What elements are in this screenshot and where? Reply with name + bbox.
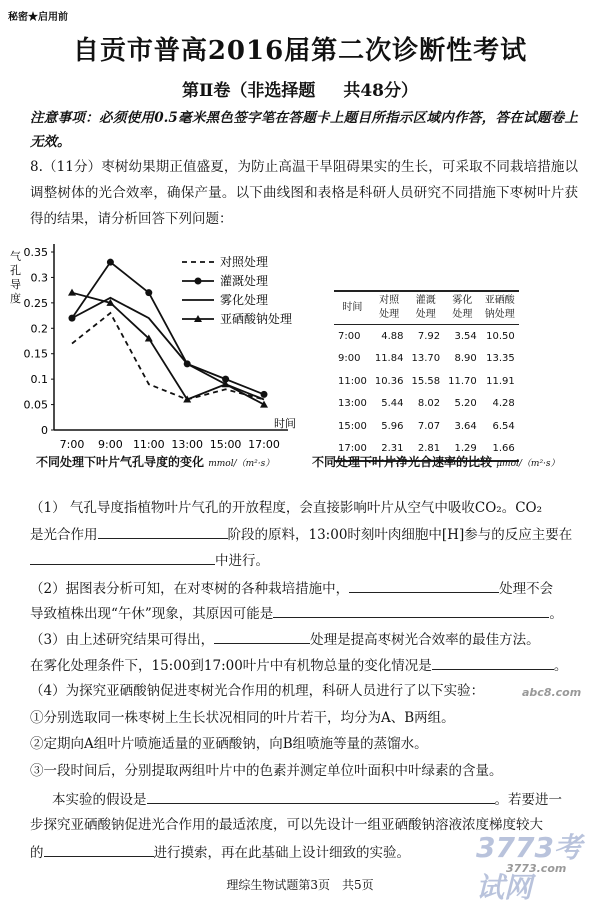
confidential-mark: 秘密★启用前 <box>8 12 68 23</box>
x-tick-label: 13:00 <box>171 438 204 451</box>
q3-line-b <box>30 655 580 676</box>
chart-caption-text: 不同处理下叶片气孔导度的变化 <box>36 455 205 469</box>
data-point <box>261 391 268 398</box>
table-cell: 7:00 <box>338 330 361 342</box>
q1-blank-2[interactable] <box>30 550 215 565</box>
data-point <box>145 289 152 296</box>
header-line: 处理 <box>415 309 436 320</box>
q1-text-b1: 是光合作用 <box>30 527 98 543</box>
y-tick-label: 0.15 <box>23 347 48 361</box>
q4-step-2: ②定期向A组叶片喷施适量的亚硒酸钠，向B组喷施等量的蒸馏水。 <box>30 736 428 752</box>
table-cell: 11.70 <box>448 375 477 387</box>
question-8-stem <box>30 154 578 232</box>
legend-label: 灌溉处理 <box>220 274 269 288</box>
volume-score: 共48分） <box>343 81 418 101</box>
photosynthesis-rate-table <box>334 290 519 462</box>
legend-label: 亚硒酸钠处理 <box>220 312 293 326</box>
q2-line-a <box>30 578 580 599</box>
q2-blank-1[interactable] <box>349 578 499 593</box>
x-tick-label: 17:00 <box>248 438 280 451</box>
watermark-url: 3773.com <box>506 862 567 875</box>
table-cell: 3.54 <box>454 330 477 342</box>
q1-line-b <box>30 524 580 545</box>
chart-svg <box>4 232 316 472</box>
watermark-small: abc8.com <box>522 686 582 699</box>
table-cell: 11:00 <box>338 375 367 387</box>
table-cell: 2.81 <box>417 443 441 455</box>
table-row <box>334 370 519 393</box>
y-tick-label: 0.1 <box>30 373 48 387</box>
page-footer: 理综生物试题第3页 共5页 <box>226 878 374 892</box>
table-cell: 7.92 <box>417 330 441 342</box>
table-cell: 11.91 <box>486 375 515 387</box>
data-point <box>68 289 76 296</box>
table-row <box>334 325 519 348</box>
q2-text-a2: 处理不会 <box>499 581 554 597</box>
x-tick-label: 15:00 <box>209 438 242 451</box>
table-cell: 1.29 <box>454 443 477 455</box>
q4-blank-1[interactable] <box>147 789 495 804</box>
y-axis-label-char: 气 <box>10 250 21 263</box>
y-tick-label: 0.25 <box>23 296 48 310</box>
table-cell: 3.64 <box>454 420 477 432</box>
legend-marker <box>195 278 202 285</box>
table-cell: 13.35 <box>486 353 515 365</box>
volume-label: 第Ⅱ卷（非选择题 <box>182 81 316 101</box>
x-axis-label: 时间 <box>274 417 296 430</box>
header-line: 灌溉 <box>415 295 436 306</box>
table-cell: 8.02 <box>417 398 441 410</box>
table-row <box>334 348 519 371</box>
table-cell: 15:00 <box>338 420 367 432</box>
q1-line-c <box>30 550 580 571</box>
table-cell: 4.88 <box>381 330 404 342</box>
q2-end: 。 <box>549 606 563 622</box>
y-tick-label: 0.2 <box>30 322 48 336</box>
table-cell: 10.36 <box>374 375 404 387</box>
y-tick-label: 0.05 <box>23 398 48 412</box>
q4-text-hyp2: 。若要进一 <box>494 792 562 808</box>
table-cell: 17:00 <box>338 443 367 455</box>
table-cell: 8.90 <box>454 353 477 365</box>
q3-blank-1[interactable] <box>214 629 310 644</box>
q3-line-a <box>30 629 580 650</box>
x-tick-label: 7:00 <box>59 438 85 451</box>
table-cell: 4.28 <box>492 398 515 410</box>
header-line: 处理 <box>452 309 473 320</box>
table-cell: 5.96 <box>381 420 404 432</box>
table-cell: 10.50 <box>486 330 515 342</box>
q4-text-hyp1: 本实验的假设是 <box>52 792 147 808</box>
q1-line-a: （1） 气孔导度指植物叶片气孔的开放程度，会直接影响叶片从空气中吸收CO₂。CO₂ <box>30 500 542 516</box>
chart-caption <box>36 453 274 470</box>
chart-unit: mmol/（m²·s） <box>208 459 275 469</box>
header-line: 钠处理 <box>484 309 515 320</box>
table-cell: 1.66 <box>492 443 515 455</box>
table-cell: 5.20 <box>454 398 477 410</box>
rate-table-wrap <box>334 290 519 462</box>
q3-text-a2: 处理是提高枣树光合效率的最佳方法。 <box>310 632 540 648</box>
notice <box>30 106 578 154</box>
table-header-cell <box>481 291 519 325</box>
q2-line-b <box>30 603 580 624</box>
table-row <box>334 393 519 416</box>
q4-hypothesis-line <box>30 789 580 810</box>
volume-subtitle <box>0 76 600 101</box>
table-cell: 13:00 <box>338 398 367 410</box>
question-stem: 枣树幼果期正值盛夏，为防止高温干旱阻碍果实的生长，可采取不同栽培措施以调整树体的光合效率，确保产量。以下曲线图和表格是科研人员研究不同措施下枣树叶片获得的结果，请分析回答下列问题： <box>30 159 579 227</box>
table-caption <box>312 453 560 470</box>
table-header-cell <box>407 291 444 325</box>
q2-text-a1: （2）据图表分析可知，在对枣树的各种栽培措施中， <box>30 581 350 597</box>
notice-text: 必须使用0.5毫米黑色签字笔在答题卡上题目所指示区域内作答，答在试题卷上无效。 <box>30 110 578 150</box>
notice-label: 注意事项： <box>30 110 100 126</box>
table-cell: 13.70 <box>411 353 441 365</box>
table-cell: 5.44 <box>381 398 404 410</box>
exam-title: 自贡市普高2016届第二次诊断性考试 <box>72 36 528 66</box>
table-cell: 7.07 <box>417 420 441 432</box>
table-cell: 15.58 <box>411 375 441 387</box>
header-line: 处理 <box>379 309 400 320</box>
header-line: 亚硒酸 <box>484 295 515 306</box>
x-tick-label: 9:00 <box>98 438 123 451</box>
q3-text-a1: （3）由上述研究结果可得出， <box>30 632 215 648</box>
q2-text-b: 导致植株出现“午休”现象，其原因可能是 <box>30 606 274 622</box>
y-tick-label: 0.35 <box>23 246 48 259</box>
table-header-cell <box>444 291 481 325</box>
y-tick-label: 0 <box>41 424 48 437</box>
q4-text-last1: 的 <box>30 845 44 861</box>
q2-blank-2[interactable] <box>273 603 549 618</box>
x-tick-label: 11:00 <box>132 438 165 451</box>
legend-label: 对照处理 <box>220 255 269 269</box>
header-line: 对照 <box>379 295 400 306</box>
q3-text-b: 在雾化处理条件下，15:00到17:00叶片中有机物总量的变化情况是 <box>30 658 432 674</box>
q1-blank-1[interactable] <box>98 524 228 539</box>
q4-further: 步探究亚硒酸钠促进光合作用的最适浓度，可以先设计一组亚硒酸钠溶液浓度梯度较大 <box>30 817 543 833</box>
y-axis-label-char: 度 <box>10 292 21 305</box>
q4-text-last2: 进行摸索，再在此基础上设计细致的实验。 <box>153 845 410 861</box>
y-axis-label-char: 导 <box>10 278 21 291</box>
table-cell: 9:00 <box>338 353 361 365</box>
y-tick-label: 0.3 <box>30 271 48 285</box>
q1-text-b2: 阶段的原料，13:00时刻叶肉细胞中[H]参与的反应主要在 <box>227 527 573 543</box>
table-header-cell <box>371 291 408 325</box>
table-caption-text: 不同处理下叶片净光合速率的比较 <box>312 455 493 469</box>
q4-step-1: ①分别选取同一株枣树上生长状况相同的叶片若干，均分为A、B两组。 <box>30 710 455 726</box>
table-cell: 6.54 <box>492 420 515 432</box>
question-number: 8.（11分） <box>30 159 102 175</box>
table-unit: μmol/（m²·s） <box>496 459 560 469</box>
table-row <box>334 415 519 438</box>
q4-step-3: ③一段时间后，分别提取两组叶片中的色素并测定单位叶面积中叶绿素的含量。 <box>30 763 503 779</box>
header-line: 雾化 <box>452 295 473 306</box>
stomatal-conductance-chart <box>4 232 316 476</box>
watermark-brand: 3773考试网 <box>476 831 582 904</box>
table-cell: 11.84 <box>374 353 404 365</box>
q4-intro: （4）为探究亚硒酸钠促进枣树光合作用的机理，科研人员进行了以下实验： <box>30 683 485 699</box>
data-point <box>107 259 114 266</box>
q3-end: 。 <box>553 658 568 674</box>
table-header-cell: 时间 <box>334 291 371 325</box>
table-cell: 2.31 <box>381 443 404 455</box>
y-axis-label-char: 孔 <box>10 264 21 277</box>
q3-blank-2[interactable] <box>432 655 554 670</box>
q1-text-c: 中进行。 <box>215 553 269 569</box>
legend-label: 雾化处理 <box>220 293 269 307</box>
q4-blank-2[interactable] <box>44 842 154 857</box>
